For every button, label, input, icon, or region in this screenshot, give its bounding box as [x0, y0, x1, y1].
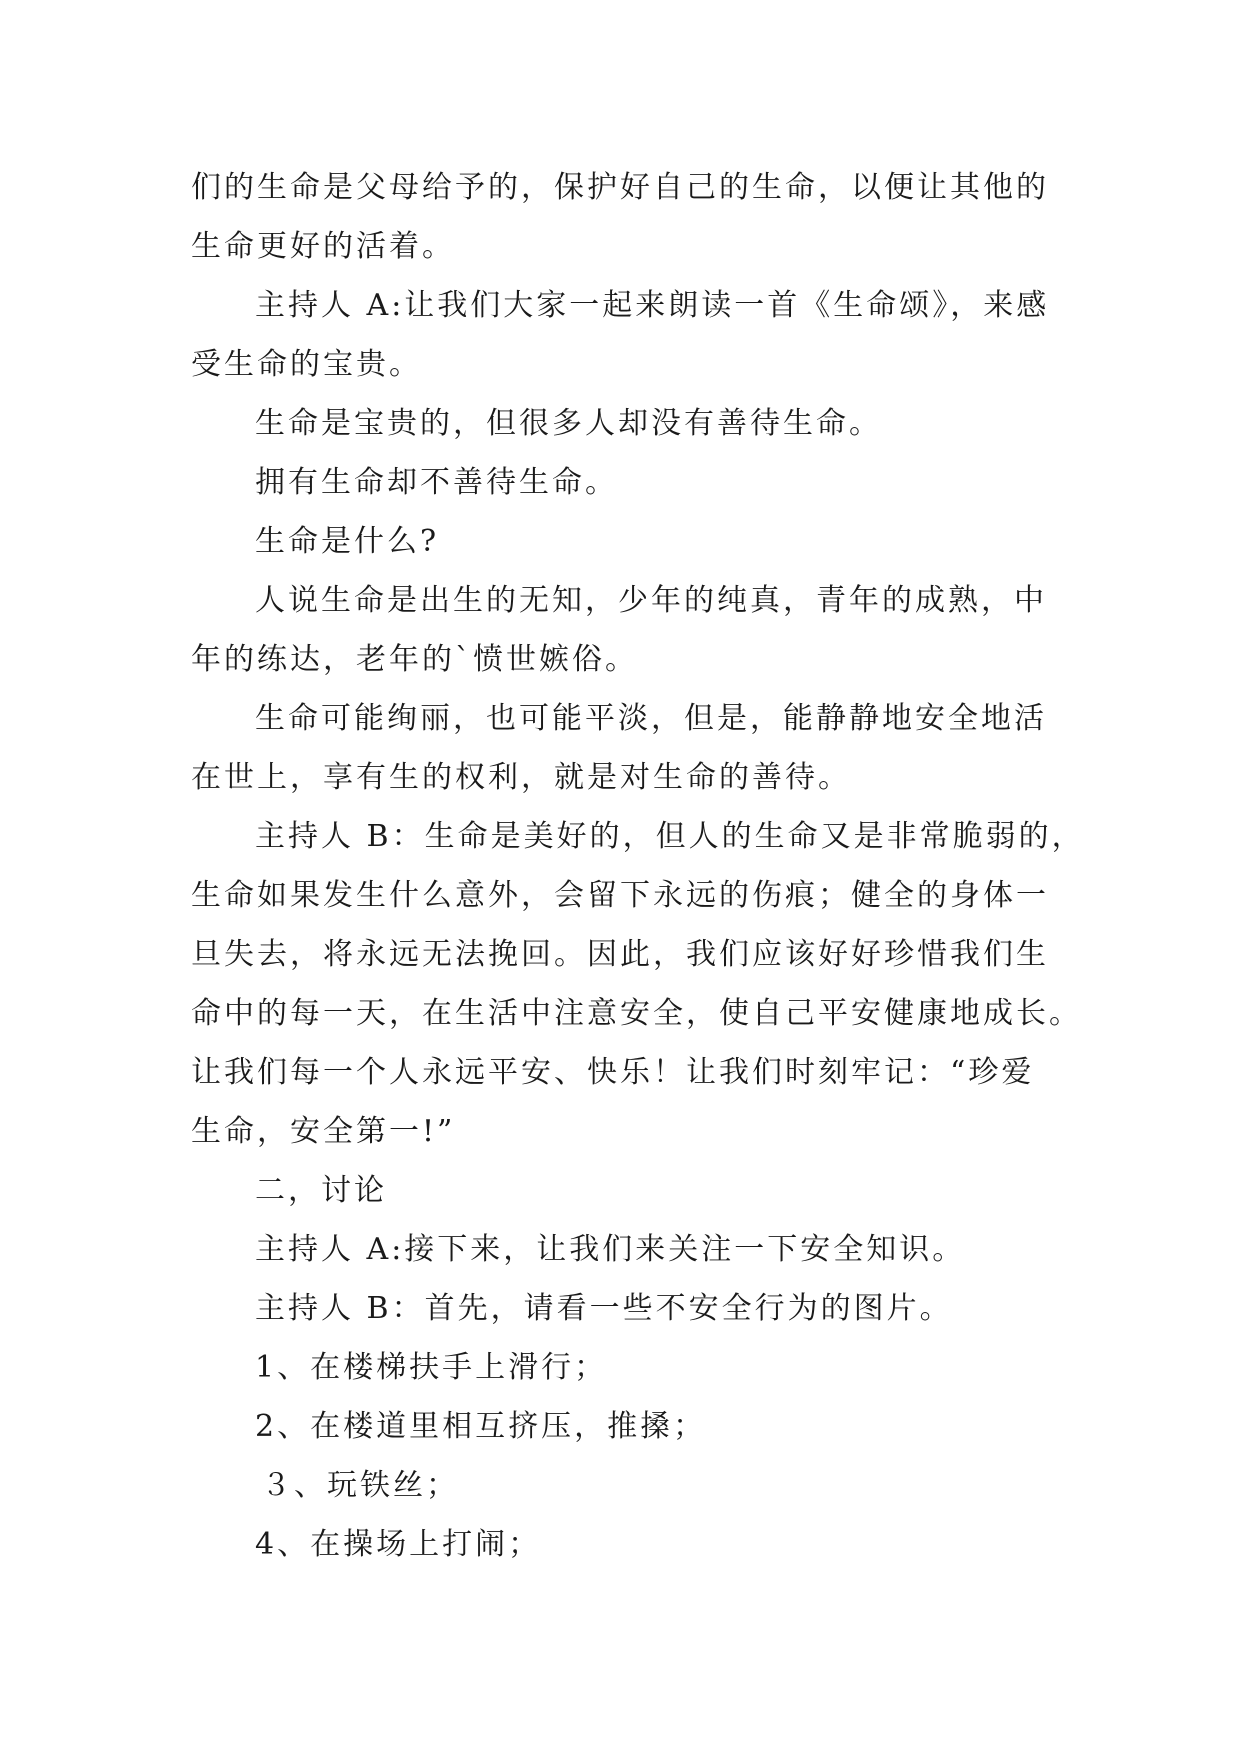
text-line: 人说生命是出生的无知，少年的纯真，青年的成熟，中	[255, 583, 1047, 618]
list-item: 4、在操场上打闹；	[255, 1527, 542, 1562]
list-item: ３、玩铁丝；	[261, 1468, 459, 1503]
text-line: 们的生命是父母给予的，保护好自己的生命，以便让其他的	[191, 170, 1049, 205]
list-item: 1、在楼梯扶手上滑行；	[255, 1350, 608, 1385]
text-line: 让我们每一个人永远平安、快乐！让我们时刻牢记：“珍爱	[191, 1055, 1035, 1090]
text-line: 主持人 A:让我们大家一起来朗读一首《生命颂》，来感	[255, 288, 1050, 323]
text-line: 生命是什么?	[255, 524, 440, 559]
text-line: 生命如果发生什么意外，会留下永远的伤痕；健全的身体一	[191, 878, 1049, 913]
text-line: 在世上，享有生的权利，就是对生命的善待。	[191, 760, 851, 795]
text-line: 旦失去，将永远无法挽回。因此，我们应该好好珍惜我们生	[191, 937, 1049, 972]
section-heading: 二，讨论	[255, 1173, 387, 1208]
text-line: 年的练达，老年的`愤世嫉俗。	[191, 642, 638, 677]
list-item: 2、在楼道里相互挤压，推搡；	[255, 1409, 707, 1444]
document-body	[191, 158, 1085, 1574]
text-line: 受生命的宝贵。	[191, 347, 422, 382]
text-line: 生命可能绚丽，也可能平淡，但是，能静静地安全地活	[255, 701, 1047, 736]
text-line: 生命更好的活着。	[191, 229, 455, 264]
text-line: 命中的每一天，在生活中注意安全，使自己平安健康地成长。	[191, 996, 1082, 1031]
text-line: 主持人 B：首先，请看一些不安全行为的图片。	[255, 1291, 953, 1326]
text-line: 生命，安全第一!”	[191, 1114, 456, 1149]
text-line: 主持人 A:接下来，让我们来关注一下安全知识。	[255, 1232, 966, 1267]
text-line: 拥有生命却不善待生命。	[255, 465, 618, 500]
text-line: 主持人 B：生命是美好的，但人的生命又是非常脆弱的，	[255, 819, 1085, 854]
text-line: 生命是宝贵的，但很多人却没有善待生命。	[255, 406, 882, 441]
